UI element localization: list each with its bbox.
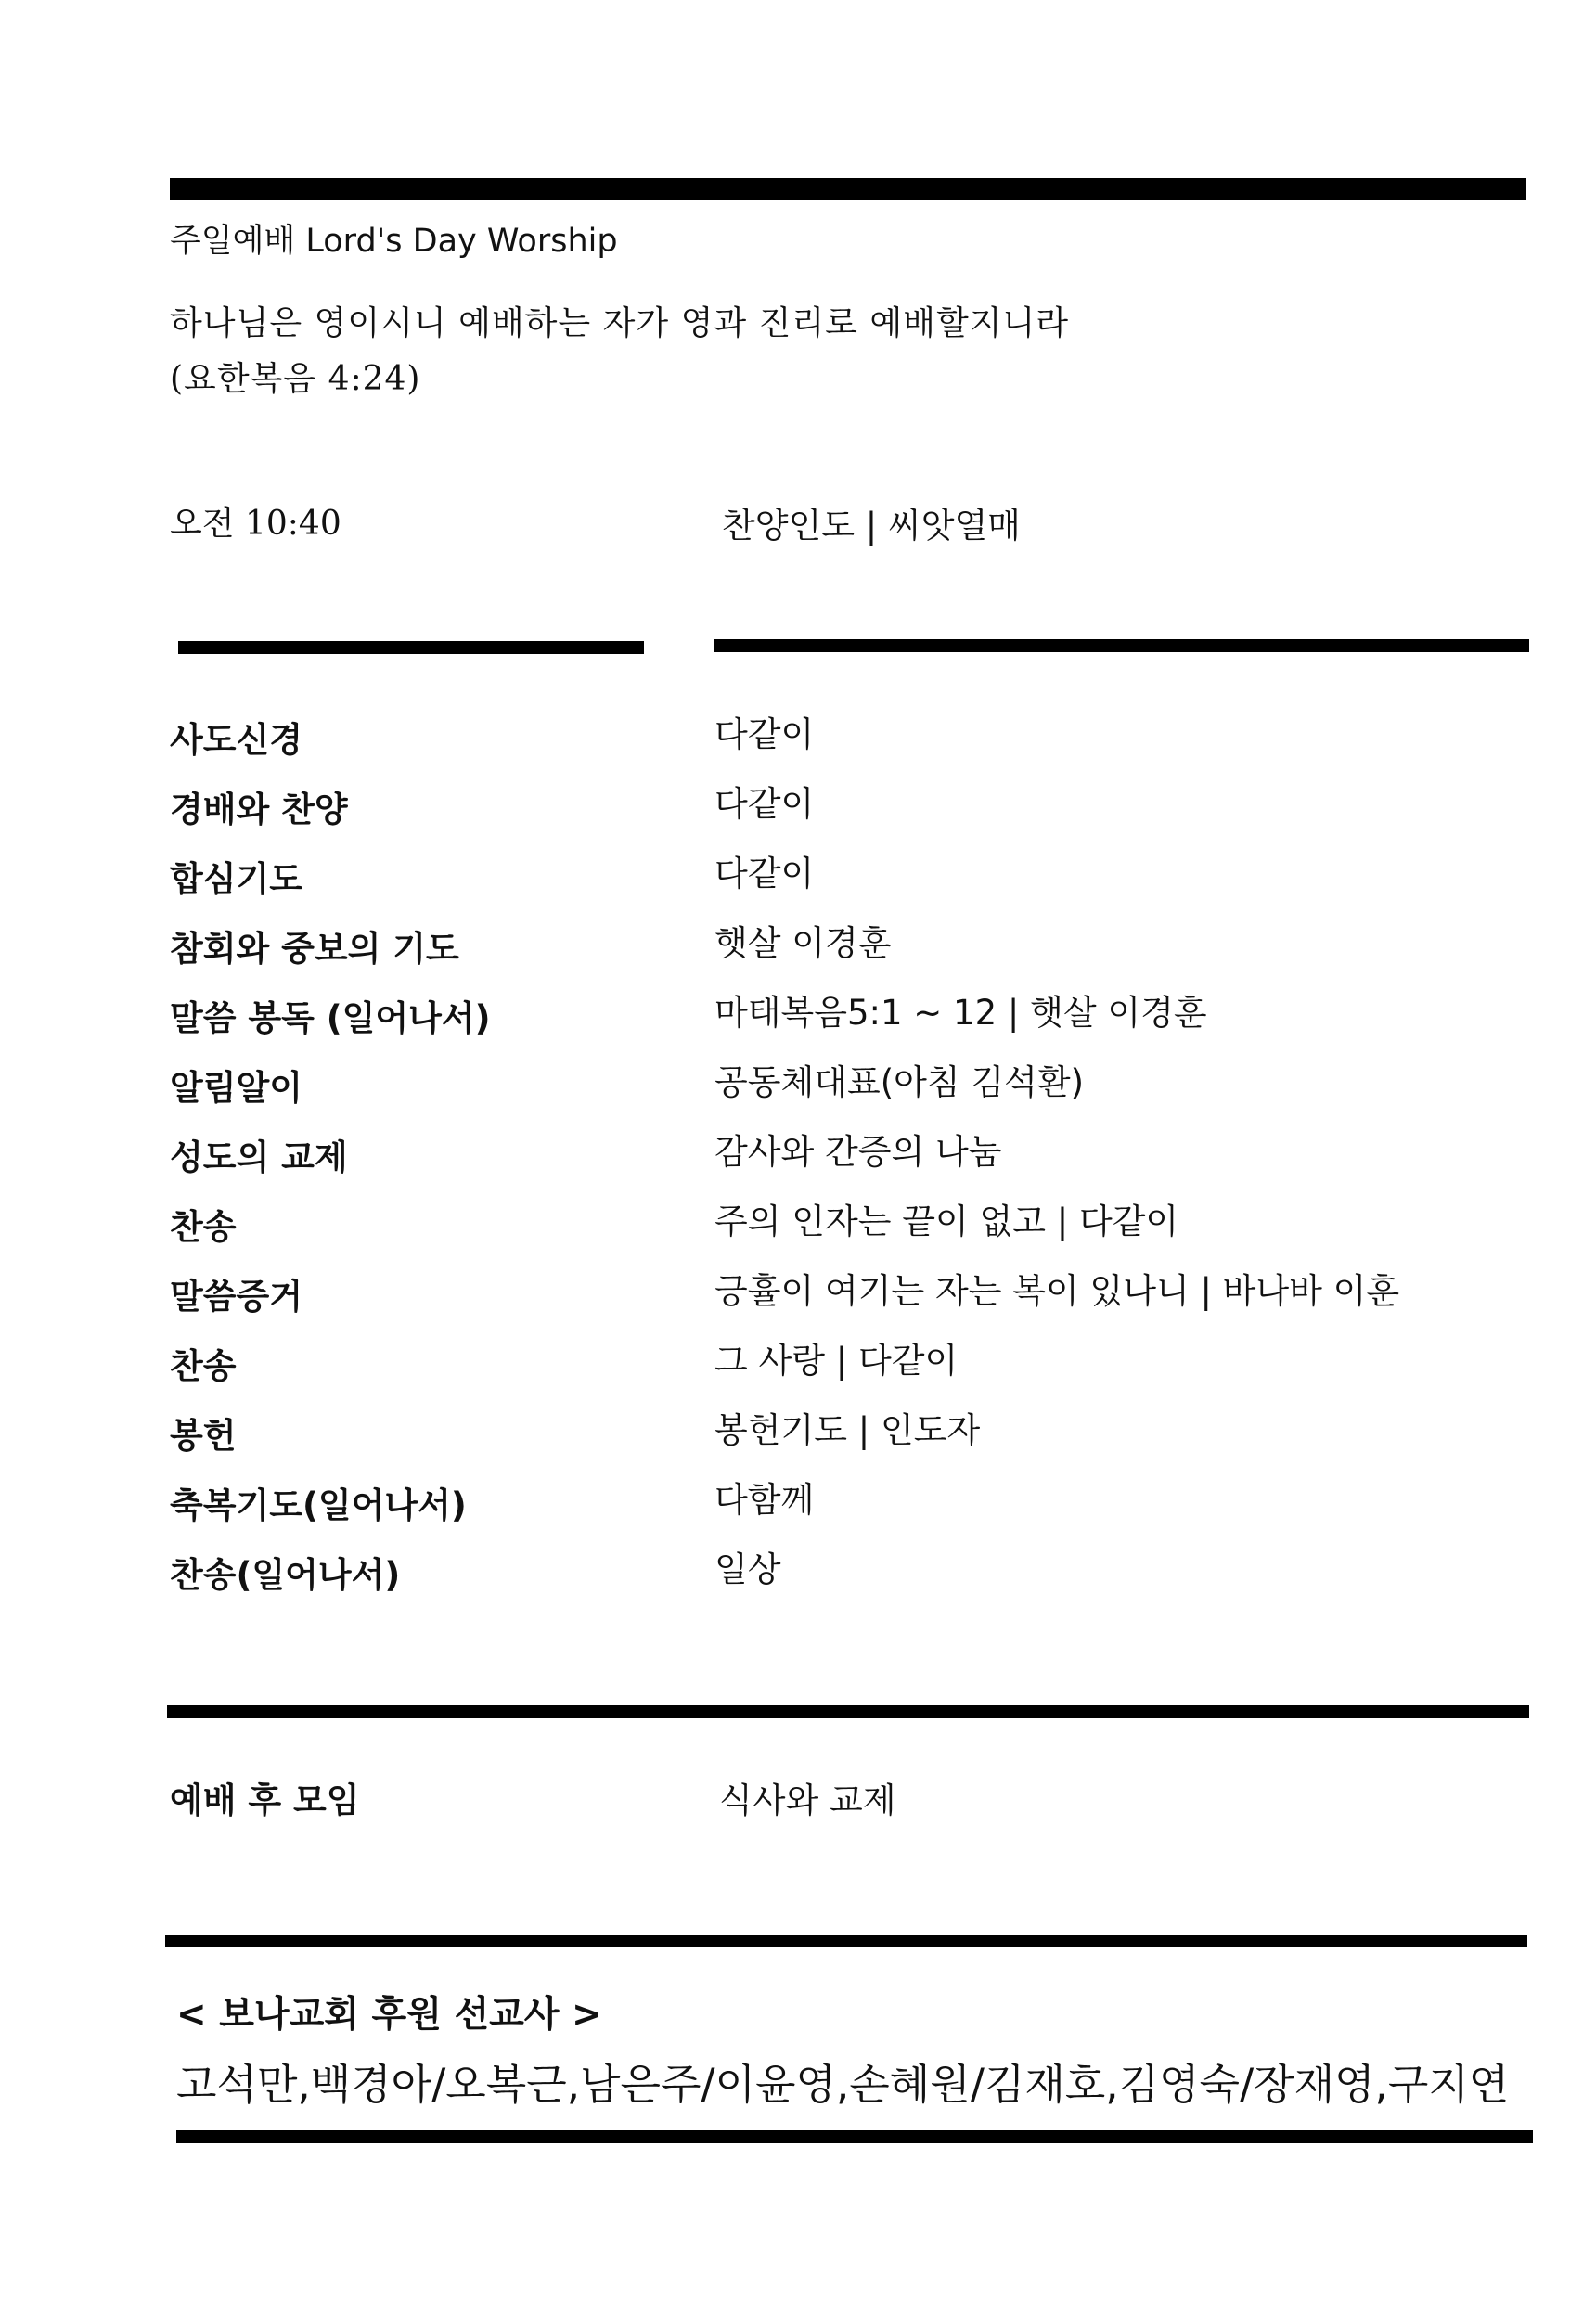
after-service-divider xyxy=(165,1935,1527,1947)
list-item xyxy=(0,1547,1596,1617)
scripture-reference: (요한복음 4:24) xyxy=(170,360,421,398)
list-item xyxy=(0,1338,1596,1408)
order-item-value: 햇살 이경훈 xyxy=(714,923,892,963)
bottom-divider xyxy=(176,2130,1533,2143)
order-item-value: 주의 인자는 끝이 없고 | 다같이 xyxy=(714,1202,1179,1241)
order-item-label: 알림알이 xyxy=(170,1068,302,1108)
order-item-label: 경배와 찬양 xyxy=(170,790,348,829)
order-item-value: 봉헌기도 | 인도자 xyxy=(714,1410,981,1450)
after-service-value: 식사와 교제 xyxy=(719,1780,896,1820)
list-item xyxy=(0,1129,1596,1200)
order-item-label: 합심기도 xyxy=(170,859,302,899)
order-item-value: 공동체대표(아침 김석환) xyxy=(714,1062,1085,1102)
order-item-value: 마태복음5:1 ~ 12 | 햇살 이경훈 xyxy=(714,993,1207,1033)
order-item-value: 다함께 xyxy=(714,1480,815,1520)
list-item xyxy=(0,1268,1596,1339)
list-item xyxy=(0,1199,1596,1269)
list-item xyxy=(0,1477,1596,1548)
order-item-value: 다같이 xyxy=(714,714,815,754)
missionaries-heading: < 보나교회 후원 선교사 > xyxy=(176,1994,602,2036)
order-item-label: 축복기도(일어나서) xyxy=(170,1485,467,1525)
after-service-label: 예배 후 모임 xyxy=(170,1780,360,1820)
list-item xyxy=(0,712,1596,782)
order-item-value: 그 사랑 | 다같이 xyxy=(714,1341,959,1381)
order-item-value: 일상 xyxy=(714,1549,781,1589)
missionaries-names: 고석만,백경아/오복근,남은주/이윤영,손혜원/김재호,김영숙/장재영,구지연 xyxy=(176,2060,1510,2109)
order-item-label: 찬송 xyxy=(170,1346,237,1386)
scripture-verse: 하나님은 영이시니 예배하는 자가 영과 진리로 예배할지니라 xyxy=(170,304,1070,342)
order-item-value: 다같이 xyxy=(714,854,815,893)
list-item xyxy=(0,851,1596,921)
left-column-divider xyxy=(178,641,644,654)
service-time: 오전 10:40 xyxy=(170,505,341,543)
order-item-label: 찬송 xyxy=(170,1207,237,1247)
order-end-divider xyxy=(167,1705,1529,1718)
list-item xyxy=(0,1408,1596,1478)
list-item xyxy=(0,1060,1596,1130)
list-item xyxy=(0,990,1596,1061)
order-item-label: 찬송(일어나서) xyxy=(170,1555,401,1595)
order-item-value: 긍휼이 여기는 자는 복이 있나니 | 바나바 이훈 xyxy=(714,1271,1400,1311)
order-item-label: 봉헌 xyxy=(170,1416,237,1456)
worship-leader: 찬양인도 | 씨앗열매 xyxy=(722,506,1021,546)
order-item-label: 말씀증거 xyxy=(170,1277,302,1317)
order-item-label: 성도의 교제 xyxy=(170,1138,348,1177)
list-item xyxy=(0,781,1596,852)
top-divider xyxy=(170,178,1526,200)
order-item-label: 참회와 중보의 기도 xyxy=(170,929,459,969)
order-item-label: 사도신경 xyxy=(170,720,302,760)
list-item xyxy=(0,920,1596,991)
order-item-value: 다같이 xyxy=(714,784,815,824)
right-column-divider xyxy=(714,639,1529,652)
page-title: 주일예배 Lord's Day Worship xyxy=(170,223,618,260)
order-item-value: 감사와 간증의 나눔 xyxy=(714,1132,1002,1172)
order-item-label: 말씀 봉독 (일어나서) xyxy=(170,998,491,1038)
